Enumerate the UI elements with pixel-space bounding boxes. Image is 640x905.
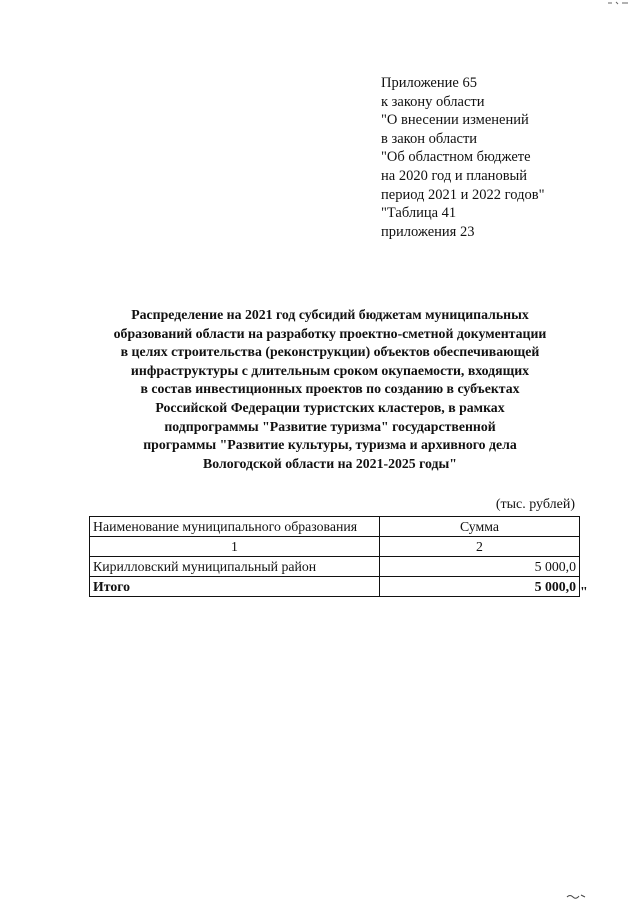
closing-quote: ": [580, 585, 588, 600]
column-number-cell: 1: [90, 537, 380, 557]
title-line: в состав инвестиционных проектов по созданию в субъектах: [140, 381, 520, 397]
appendix-line: к закону области: [381, 93, 485, 110]
header-name-cell: Наименование муниципального образования: [90, 517, 380, 537]
appendix-line: на 2020 год и плановый: [381, 167, 528, 184]
appendix-line: в закон области: [381, 130, 478, 147]
table-header-row: [90, 517, 580, 537]
scan-mark: [606, 0, 630, 6]
table-row: [90, 557, 580, 577]
distribution-table: [89, 516, 580, 597]
title-line: Вологодской области на 2021-2025 годы": [203, 455, 457, 471]
total-row: [90, 577, 580, 597]
appendix-line: "О внесении изменений: [381, 112, 529, 129]
title-line: в целях строительства (реконструкции) объектов обеспечивающей: [120, 344, 540, 360]
appendix-line: "Таблица 41: [381, 205, 457, 222]
appendix-line: приложения 23: [381, 223, 475, 240]
appendix-reference: [381, 74, 621, 241]
appendix-line: "Об областном бюджете: [381, 149, 531, 166]
document-title: [80, 306, 580, 473]
title-line: образований области на разработку проектно-сметной документации: [113, 325, 547, 341]
title-line: подпрограммы "Развитие туризма" государственной: [164, 418, 496, 434]
municipality-name-cell: Кирилловский муниципальный район: [90, 557, 380, 577]
column-number-cell: 2: [380, 537, 580, 557]
title-line: программы "Развитие культуры, туризма и архивного дела: [143, 437, 517, 453]
column-number-row: [90, 537, 580, 557]
appendix-line: Приложение 65: [381, 75, 477, 91]
title-line: Распределение на 2021 год субсидий бюджетам муниципальных: [131, 307, 529, 322]
units-label: (тыс. рублей): [495, 497, 575, 512]
title-line: Российской Федерации туристских кластеров, в рамках: [155, 399, 505, 415]
handwritten-mark: [566, 893, 586, 899]
total-label-cell: Итого: [90, 577, 380, 597]
sum-cell: 5 000,0: [380, 557, 580, 577]
appendix-line: период 2021 и 2022 годов": [381, 186, 545, 203]
header-sum-cell: Сумма: [380, 517, 580, 537]
title-line: инфраструктуры с длительным сроком окупаемости, входящих: [130, 362, 530, 378]
total-sum-cell: 5 000,0: [380, 577, 580, 597]
